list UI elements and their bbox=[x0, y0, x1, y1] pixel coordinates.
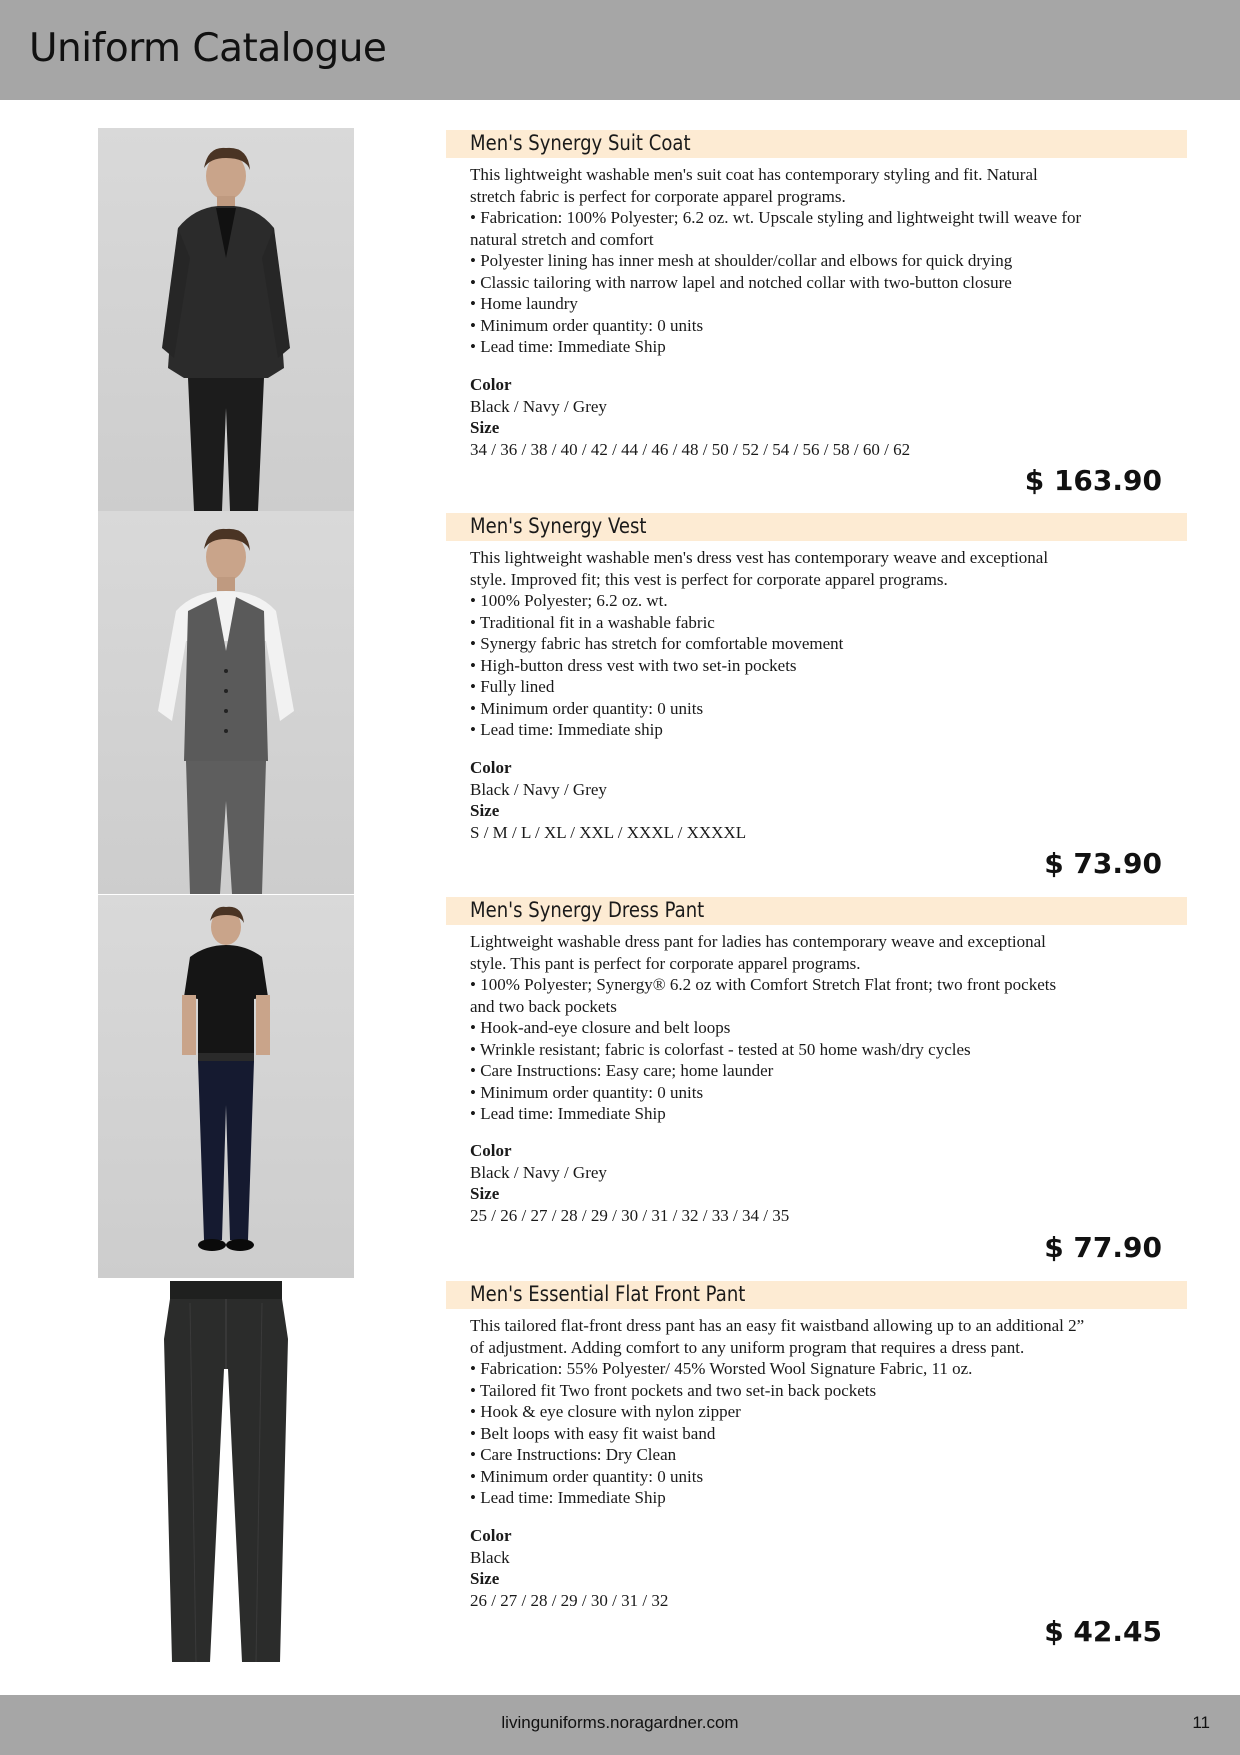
product-price: $ 77.90 bbox=[1044, 1231, 1162, 1264]
description-line: • Fabrication: 100% Polyester; 6.2 oz. wt. Upscale styling and lightweight twill weave for bbox=[470, 208, 1082, 227]
product-title-bar bbox=[446, 897, 1187, 925]
description-line: • Synergy fabric has stretch for comfortable movement bbox=[470, 634, 844, 653]
description-line: • Lead time: Immediate Ship bbox=[470, 1104, 666, 1123]
product-description bbox=[470, 547, 1170, 741]
page-footer bbox=[0, 1695, 1240, 1755]
description-line: • Minimum order quantity: 0 units bbox=[470, 1082, 704, 1102]
page-title: Uniform Catalogue bbox=[29, 26, 387, 71]
description-line: • Care Instructions: Dry Clean bbox=[470, 1445, 677, 1464]
product-name: Men's Synergy Vest bbox=[470, 514, 647, 538]
product-price: $ 163.90 bbox=[1024, 464, 1162, 497]
product-title-bar bbox=[446, 513, 1187, 541]
description-line: • Hook-and-eye closure and belt loops bbox=[470, 1018, 731, 1037]
color-value: Black / Navy / Grey bbox=[470, 396, 607, 416]
description-line: • Wrinkle resistant; fabric is colorfast - tested at 50 home wash/dry cycles bbox=[470, 1039, 971, 1059]
description-line: This tailored flat-front dress pant has an easy fit waistband allowing up to an additional 2” bbox=[470, 1316, 1085, 1335]
product-name: Men's Synergy Suit Coat bbox=[470, 131, 691, 155]
description-line: • Belt loops with easy fit waist band bbox=[470, 1423, 716, 1443]
description-line: • Minimum order quantity: 0 units bbox=[470, 1466, 704, 1486]
color-label: Color bbox=[470, 1141, 512, 1160]
dress-pant-photo bbox=[98, 895, 354, 1278]
product-specs bbox=[470, 374, 910, 460]
description-line: • Polyester lining has inner mesh at shoulder/collar and elbows for quick drying bbox=[470, 251, 1013, 270]
vest-photo bbox=[98, 511, 354, 894]
product-specs bbox=[470, 1525, 668, 1611]
product-description bbox=[470, 164, 1170, 358]
product-title-bar bbox=[446, 130, 1187, 158]
size-label: Size bbox=[470, 1569, 500, 1588]
product-specs bbox=[470, 757, 746, 843]
product-price: $ 42.45 bbox=[1044, 1615, 1162, 1648]
description-line: • Classic tailoring with narrow lapel and notched collar with two-button closure bbox=[470, 272, 1012, 292]
size-label: Size bbox=[470, 1184, 500, 1203]
size-label: Size bbox=[470, 418, 500, 437]
color-value: Black bbox=[470, 1547, 510, 1567]
description-line: • Home laundry bbox=[470, 294, 578, 313]
description-line: • Minimum order quantity: 0 units bbox=[470, 698, 704, 718]
product-specs bbox=[470, 1140, 789, 1226]
flat-front-pant-photo bbox=[98, 1279, 354, 1662]
page-header bbox=[0, 0, 1240, 100]
color-value: Black / Navy / Grey bbox=[470, 779, 607, 799]
description-line: • Hook & eye closure with nylon zipper bbox=[470, 1402, 741, 1421]
description-line: • Care Instructions: Easy care; home launder bbox=[470, 1061, 774, 1080]
description-line: • Lead time: Immediate Ship bbox=[470, 337, 666, 356]
product-description bbox=[470, 1315, 1170, 1509]
description-line: stretch fabric is perfect for corporate apparel programs. bbox=[470, 186, 846, 206]
description-line: and two back pockets bbox=[470, 996, 617, 1016]
size-value: S / M / L / XL / XXL / XXXL / XXXXL bbox=[470, 822, 747, 842]
color-label: Color bbox=[470, 1526, 512, 1545]
description-line: • Lead time: Immediate ship bbox=[470, 720, 663, 739]
page-number: 11 bbox=[1192, 1713, 1210, 1732]
color-value: Black / Navy / Grey bbox=[470, 1162, 607, 1182]
description-line: • 100% Polyester; Synergy® 6.2 oz with Comfort Stretch Flat front; two front pockets bbox=[470, 975, 1057, 994]
description-line: This lightweight washable men's suit coat has contemporary styling and fit. Natural bbox=[470, 165, 1038, 184]
description-line: • Minimum order quantity: 0 units bbox=[470, 315, 704, 335]
description-line: • 100% Polyester; 6.2 oz. wt. bbox=[470, 591, 668, 610]
product-price: $ 73.90 bbox=[1044, 847, 1162, 880]
description-line: • Traditional fit in a washable fabric bbox=[470, 612, 715, 632]
description-line: • Fully lined bbox=[470, 677, 555, 696]
description-line: style. This pant is perfect for corporate apparel programs. bbox=[470, 953, 861, 973]
size-value: 25 / 26 / 27 / 28 / 29 / 30 / 31 / 32 / 33 / 34 / 35 bbox=[470, 1205, 790, 1225]
size-value: 26 / 27 / 28 / 29 / 30 / 31 / 32 bbox=[470, 1590, 669, 1610]
product-name: Men's Essential Flat Front Pant bbox=[470, 1282, 746, 1306]
description-line: • Fabrication: 55% Polyester/ 45% Worsted Wool Signature Fabric, 11 oz. bbox=[470, 1359, 973, 1378]
size-value: 34 / 36 / 38 / 40 / 42 / 44 / 46 / 48 / 50 / 52 / 54 / 56 / 58 / 60 / 62 bbox=[470, 439, 911, 459]
color-label: Color bbox=[470, 758, 512, 777]
description-line: Lightweight washable dress pant for ladies has contemporary weave and exceptional bbox=[470, 932, 1046, 951]
description-line: • High-button dress vest with two set-in pockets bbox=[470, 655, 797, 675]
description-line: • Tailored fit Two front pockets and two set-in back pockets bbox=[470, 1380, 877, 1400]
suit-coat-photo bbox=[98, 128, 354, 511]
color-label: Color bbox=[470, 375, 512, 394]
product-name: Men's Synergy Dress Pant bbox=[470, 898, 705, 922]
description-line: natural stretch and comfort bbox=[470, 229, 654, 249]
footer-url: livinguniforms.noragardner.com bbox=[501, 1713, 739, 1732]
description-line: This lightweight washable men's dress vest has contemporary weave and exceptional bbox=[470, 548, 1049, 567]
size-label: Size bbox=[470, 801, 500, 820]
description-line: of adjustment. Adding comfort to any uniform program that requires a dress pant. bbox=[470, 1337, 1025, 1357]
description-line: style. Improved fit; this vest is perfect for corporate apparel programs. bbox=[470, 569, 948, 589]
description-line: • Lead time: Immediate Ship bbox=[470, 1488, 666, 1507]
product-description bbox=[470, 931, 1170, 1125]
product-title-bar bbox=[446, 1281, 1187, 1309]
